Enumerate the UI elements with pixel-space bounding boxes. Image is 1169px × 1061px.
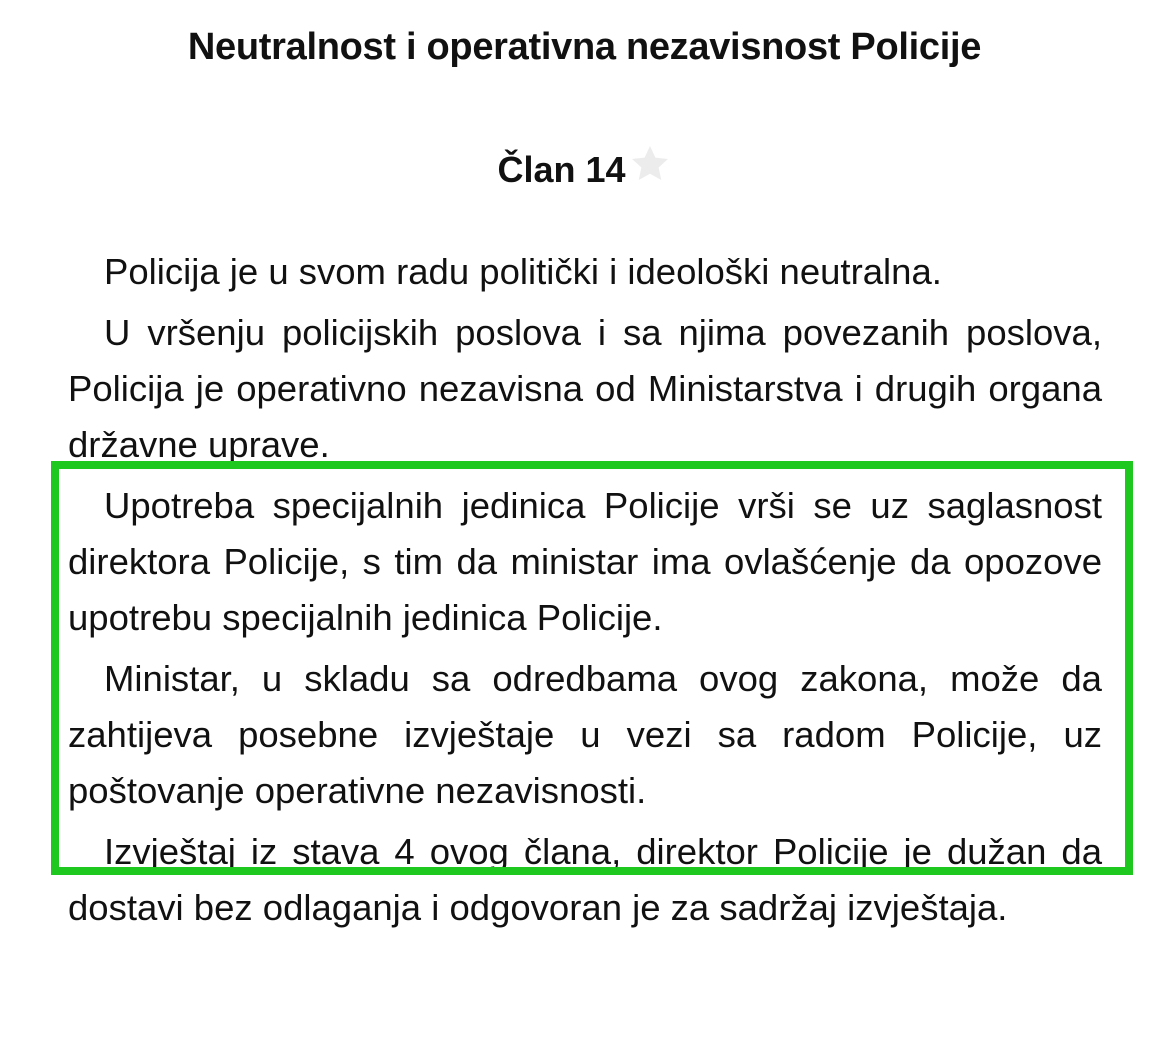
article-heading	[0, 142, 1169, 197]
document-title: Neutralnost i operativna nezavisnost Policije	[187, 26, 982, 68]
paragraph-1: Policija je u svom radu politički i ideološki neutralna.	[104, 251, 942, 292]
article-body	[68, 244, 1102, 936]
article-number: Član 14	[497, 149, 626, 190]
paragraph-5: Izvještaj iz stava 4 ovog člana, direktor Policije je dužan da dostavi bez odlaganja i odgovoran je za sadržaj izvještaja.	[68, 831, 1102, 928]
star-icon[interactable]	[628, 142, 672, 197]
paragraph-2: U vršenju policijskih poslova i sa njima povezanih poslova, Policija je operativno nezavisna od Ministarstva i drugih organa državne uprave.	[68, 312, 1102, 465]
paragraph-3: Upotreba specijalnih jedinica Policije vrši se uz saglasnost direktora Policije, s tim da ministar ima ovlašćenje da opozove upotrebu specijalnih jedinica Policije.	[68, 485, 1102, 638]
paragraph-4: Ministar, u skladu sa odredbama ovog zakona, može da zahtijeva posebne izvještaje u vezi sa radom Policije, uz poštovanje operativne nezavisnosti.	[68, 658, 1102, 811]
